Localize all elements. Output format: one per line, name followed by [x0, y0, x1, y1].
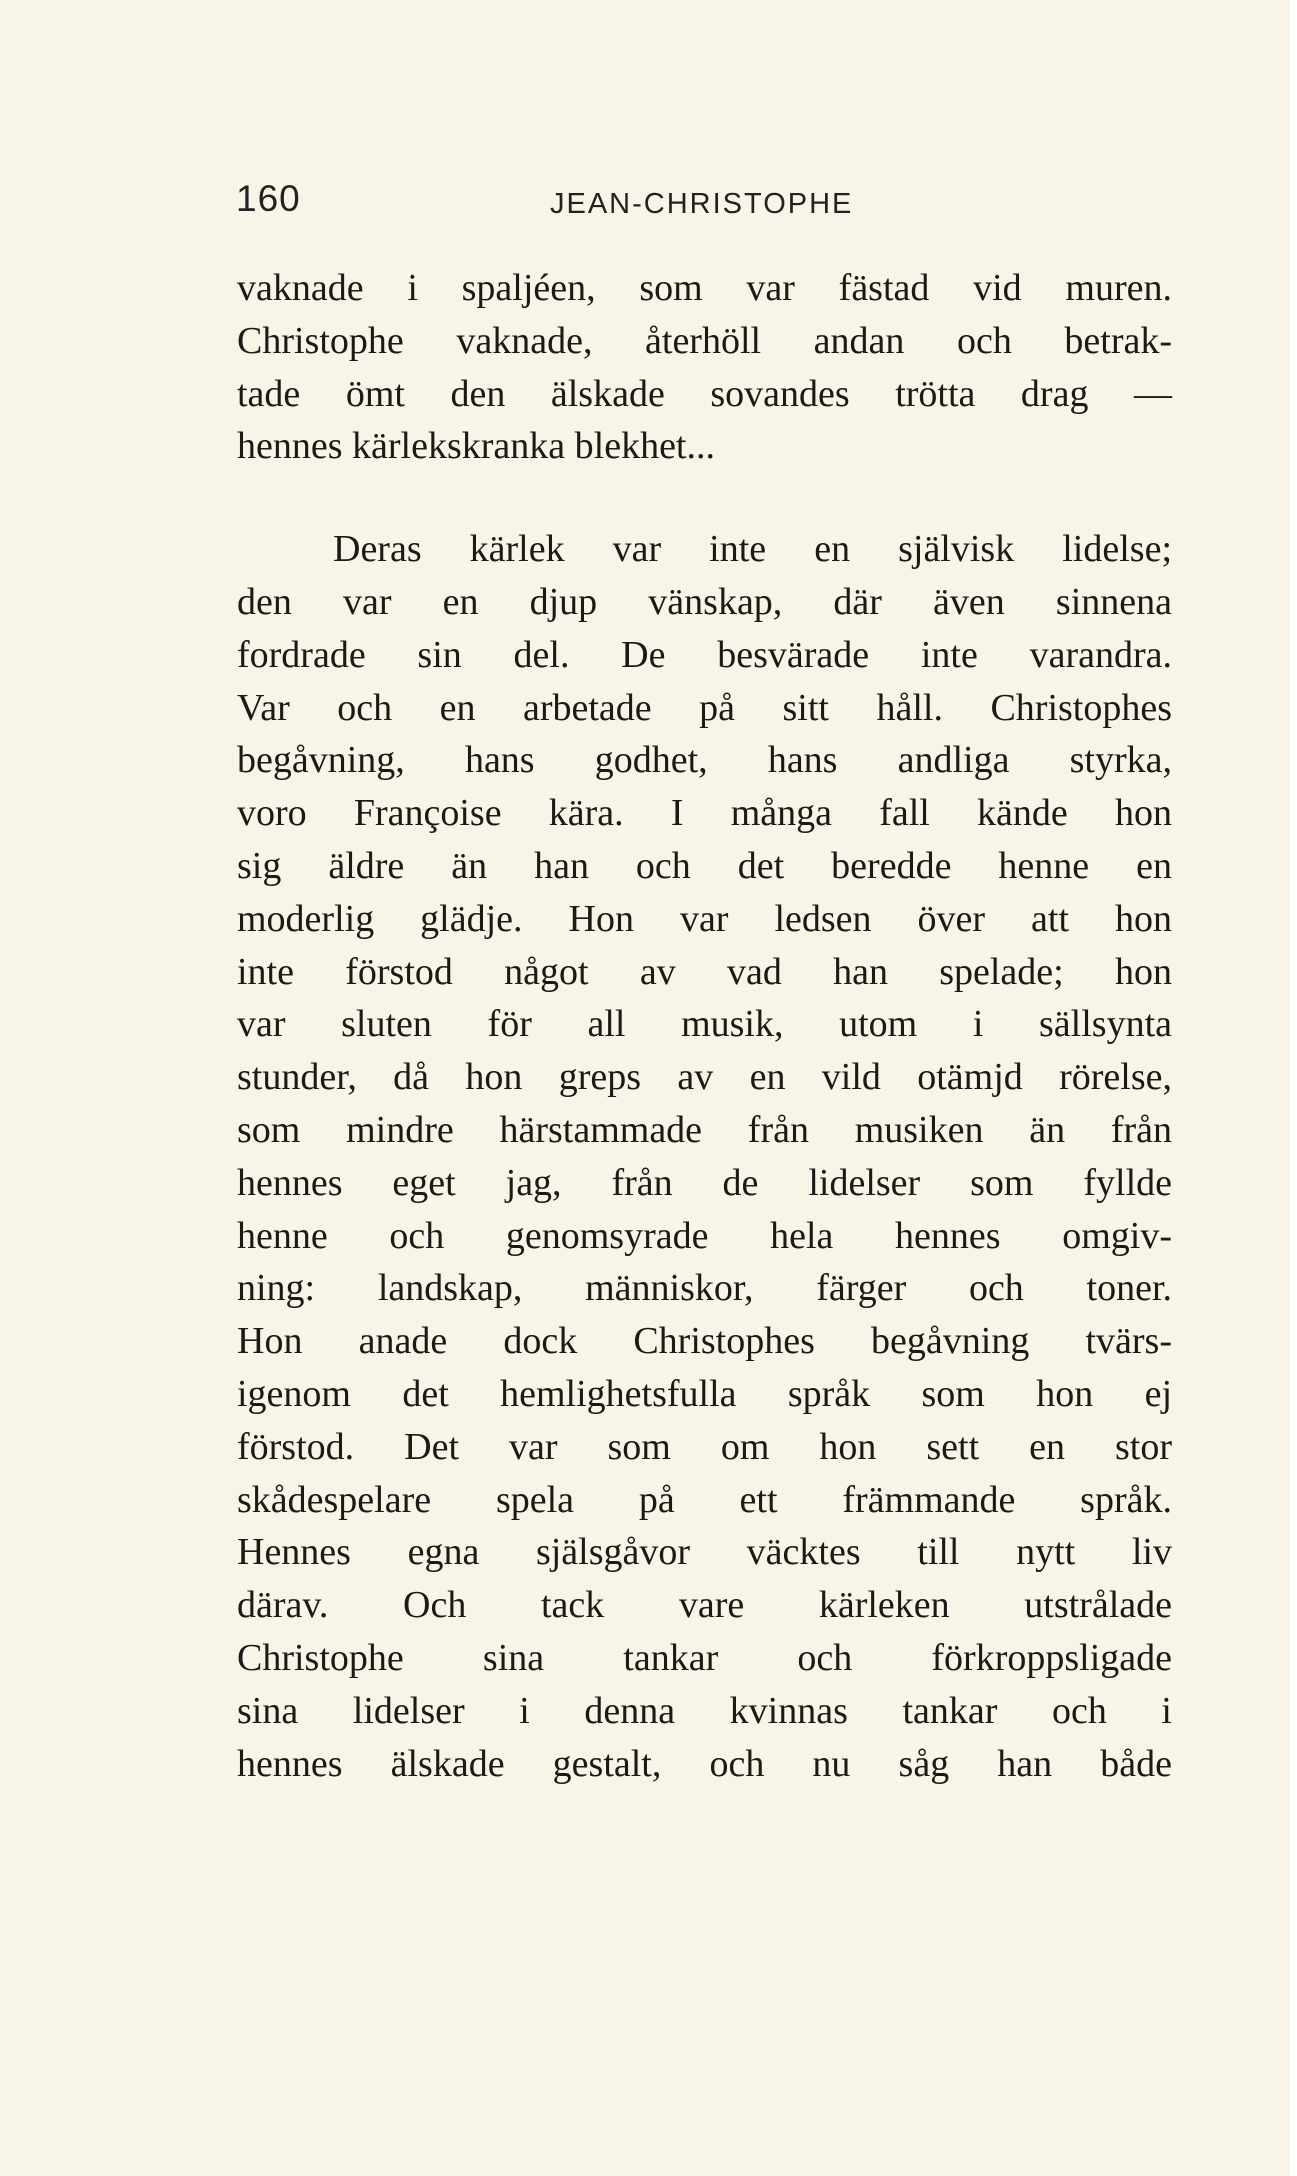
text-line: tade ömt den älskade sovandes trötta drag —	[237, 372, 1172, 415]
text-line: Var och en arbetade på sitt håll. Christophes	[237, 686, 1172, 729]
text-line: förstod. Det var som om hon sett en stor	[237, 1425, 1172, 1468]
text-line: hennes kärlekskranka blekhet...	[237, 425, 715, 468]
text-line: Deras kärlek var inte en självisk lidelse;	[333, 528, 1172, 571]
body-text	[237, 262, 1172, 1790]
page-number: 160	[236, 178, 301, 219]
text-line: därav. Och tack vare kärleken utstrålade	[237, 1584, 1172, 1627]
text-line: var sluten för all musik, utom i sällsynta	[237, 1003, 1172, 1046]
text-line: voro Françoise kära. I många fall kände hon	[237, 792, 1172, 835]
text-line: ning: landskap, människor, färger och toner.	[237, 1267, 1172, 1310]
paragraph-gap	[237, 473, 1172, 523]
text-line: sig äldre än han och det beredde henne en	[237, 844, 1172, 887]
text-line: den var en djup vänskap, där även sinnena	[237, 580, 1172, 623]
page-edge	[1290, 0, 1297, 2176]
text-line: stunder, då hon greps av en vild otämjd rörelse,	[237, 1056, 1172, 1099]
text-line: Christophe sina tankar och förkroppsligade	[237, 1636, 1172, 1679]
text-line: Hon anade dock Christophes begåvning tvärs-	[237, 1320, 1172, 1363]
text-line: henne och genomsyrade hela hennes omgiv-	[237, 1214, 1172, 1257]
text-line: moderlig glädje. Hon var ledsen över att hon	[237, 897, 1172, 940]
text-line: inte förstod något av vad han spelade; hon	[237, 950, 1172, 993]
text-line: igenom det hemlighetsfulla språk som hon ej	[237, 1372, 1172, 1415]
text-line: vaknade i spaljéen, som var fästad vid muren.	[237, 267, 1172, 309]
text-line: sina lidelser i denna kvinnas tankar och i	[237, 1689, 1172, 1732]
text-line: hennes älskade gestalt, och nu såg han både	[237, 1742, 1172, 1785]
text-line: Christophe vaknade, återhöll andan och betrak-	[237, 319, 1172, 362]
text-line: begåvning, hans godhet, hans andliga styrka,	[237, 739, 1172, 782]
page-header	[236, 178, 1186, 238]
running-title: JEAN-CHRISTOPHE	[550, 188, 854, 220]
text-line: fordrade sin del. De besvärade inte varandra.	[237, 633, 1172, 676]
text-line: hennes eget jag, från de lidelser som fyllde	[237, 1161, 1172, 1204]
text-line: skådespelare spela på ett främmande språk.	[237, 1478, 1172, 1521]
text-line: som mindre härstammade från musiken än från	[237, 1108, 1172, 1151]
paragraph	[237, 262, 1172, 473]
paragraph	[237, 523, 1172, 1790]
text-line: Hennes egna själsgåvor väcktes till nytt liv	[237, 1531, 1172, 1574]
